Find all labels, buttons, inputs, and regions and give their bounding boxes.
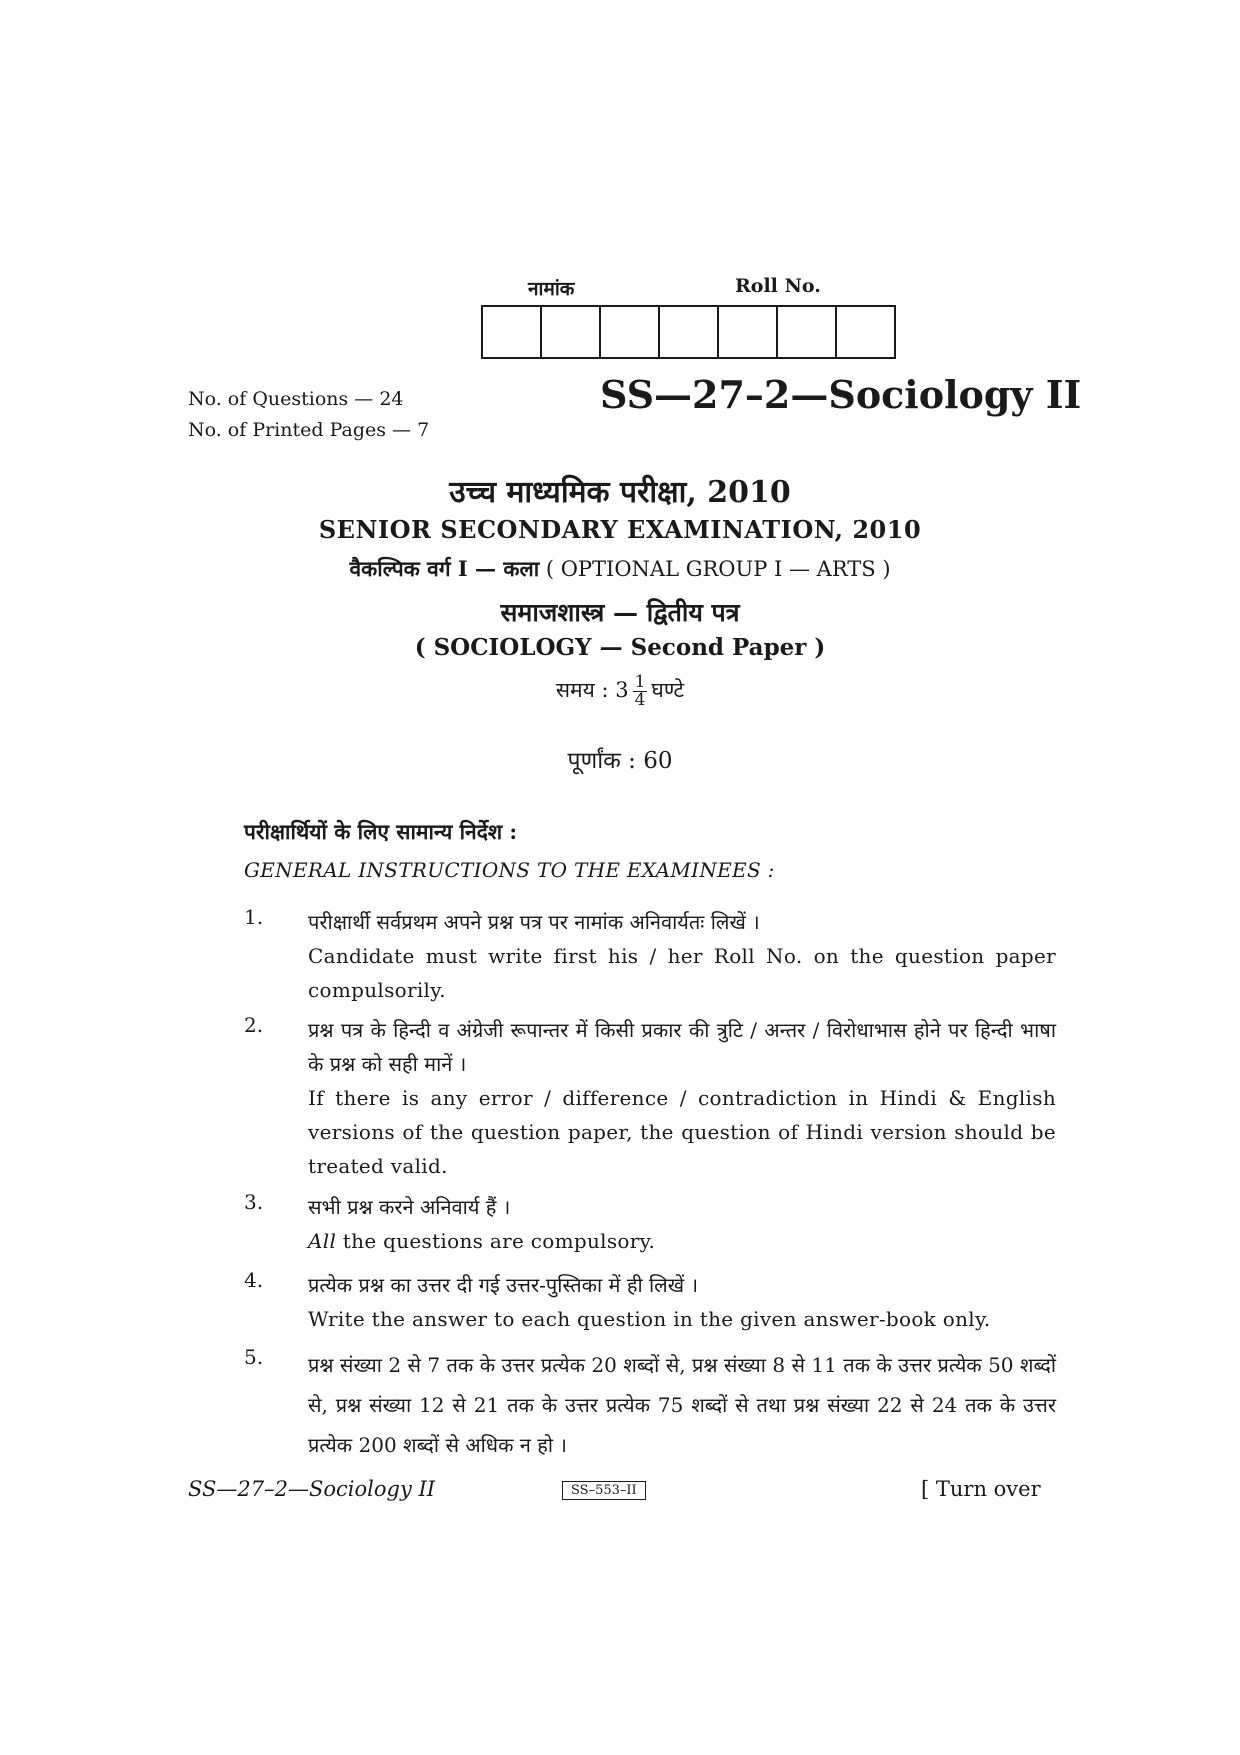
item-number: 4. [244,1268,264,1292]
subject-english: ( SOCIOLOGY — Second Paper ) [414,634,826,661]
instruction-hindi: प्रश्न संख्या 2 से 7 तक के उत्तर प्रत्येक 20 शब्दों से, प्रश्न संख्या 8 से 11 तक के उत्तर प्रत्येक 50 शब्दों से, प्रश्न संख्या 12 से 21 तक के उत्तर प्रत्येक 75 शब्दों से तथा प्रश्न संख्या 22 से 24 तक के उत्तर प्रत्येक 200 शब्दों से अधिक न हो । [308,1353,1056,1457]
instruction-hindi: सभी प्रश्न करने अनिवार्य हैं । [308,1195,511,1219]
instruction-hindi: प्रत्येक प्रश्न का उत्तर दी गई उत्तर-पुस्तिका में ही लिखें । [308,1273,699,1297]
paper-code: SS—27–2—Sociology II [600,372,1082,417]
roll-cell[interactable] [540,307,599,357]
page-count: No. of Printed Pages — 7 [188,419,430,441]
instruction-item [244,1013,1056,1183]
roll-cell[interactable] [658,307,717,357]
instruction-item [244,1345,1056,1465]
instruction-english-rest: the questions are compulsory. [336,1229,656,1253]
instruction-english: Candidate must write first his / her Roll No. on the question paper compulsorily. [308,944,1056,1002]
roll-number-grid [481,305,896,359]
time-unit: घण्टे [651,678,685,702]
item-number: 2. [244,1013,264,1037]
group-hindi: वैकल्पिक वर्ग I — कला [349,556,540,581]
instruction-english: If there is any error / difference / contradiction in Hindi & English versions of the question paper, the question of Hindi version should be treated valid. [308,1086,1056,1178]
roll-label-hindi: नामांक [528,278,575,300]
instructions-heading-hindi: परीक्षार्थियों के लिए सामान्य निर्देश : [244,819,518,844]
roll-cell[interactable] [483,307,540,357]
item-number: 3. [244,1190,264,1214]
instruction-hindi: परीक्षार्थी सर्वप्रथम अपने प्रश्न पत्र पर नामांक अनिवार्यतः लिखें । [308,910,760,934]
instruction-english: Write the answer to each question in the given answer-book only. [308,1307,991,1331]
time-label: समय : 3 [555,678,629,702]
turn-over-label: [ Turn over [921,1477,1041,1501]
instruction-item [244,905,1056,1007]
instruction-hindi: प्रश्न पत्र के हिन्दी व अंग्रेजी रूपान्तर में किसी प्रकार की त्रुटि / अन्तर / विरोधाभास होने पर हिन्दी भाषा के प्रश्न को सही मानें । [308,1018,1056,1076]
emphasis-all: All [308,1229,337,1253]
item-number: 5. [244,1345,264,1369]
roll-label-english: Roll No. [735,275,821,297]
roll-cell[interactable] [835,307,894,357]
group-english: ( OPTIONAL GROUP I — ARTS ) [545,557,891,581]
optional-group [0,555,1240,583]
exam-title-english: SENIOR SECONDARY EXAMINATION, 2010 [318,515,922,544]
footer-serial-box: SS–553–II [562,1481,646,1500]
exam-title-hindi: उच्च माध्यमिक परीक्षा, 2010 [449,475,791,510]
instruction-english [308,1224,1056,1258]
time-fraction [633,674,648,709]
item-number: 1. [244,905,264,929]
max-marks: पूर्णांक : 60 [567,748,673,774]
time-allowed [0,674,1240,709]
instruction-item [244,1190,1056,1258]
question-count: No. of Questions — 24 [188,388,404,410]
subject-hindi: समाजशास्त्र — द्वितीय पत्र [500,598,740,627]
instruction-item [244,1268,1056,1336]
roll-cell[interactable] [599,307,658,357]
instructions-heading-english: GENERAL INSTRUCTIONS TO THE EXAMINEES : [244,858,775,882]
fraction-denominator: 4 [634,690,646,710]
roll-cell[interactable] [717,307,776,357]
roll-cell[interactable] [776,307,835,357]
fraction-numerator: 1 [634,672,646,692]
footer-paper-code: SS—27–2—Sociology II [188,1477,436,1501]
